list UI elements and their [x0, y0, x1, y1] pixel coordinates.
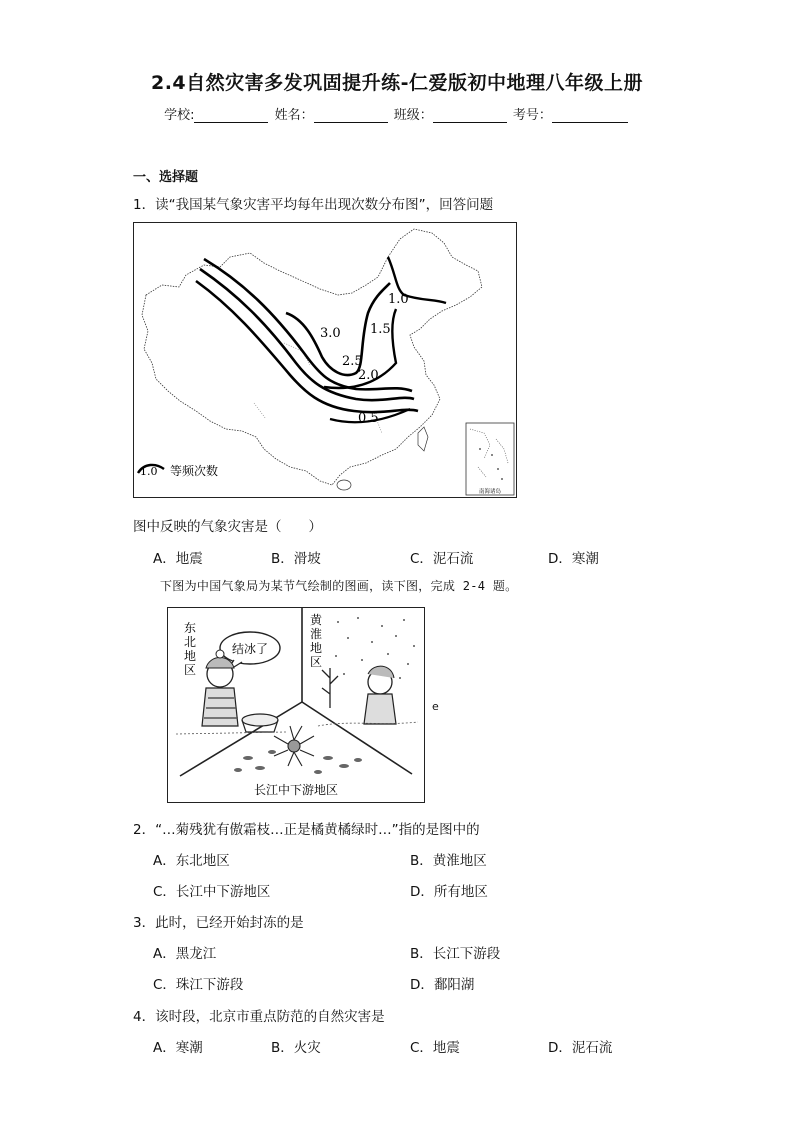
- q1-option-c[interactable]: C．泥石流: [410, 551, 474, 567]
- q4-option-a[interactable]: A．寒潮: [153, 1040, 203, 1056]
- id-label: 考号：: [512, 108, 552, 123]
- page-title: 2.4自然灾害多发巩固提升练-仁爱版初中地理八年级上册: [150, 72, 644, 94]
- q1-stem: 1．读“我国某气象灾害平均每年出现次数分布图”，回答问题: [133, 197, 494, 213]
- q2-option-a[interactable]: A．东北地区: [153, 853, 230, 869]
- q2-stem: 2．“…菊残犹有傲霜枝…正是橘黄橘绿时…”指的是图中的: [133, 822, 480, 838]
- q1-option-a[interactable]: A．地震: [153, 551, 203, 567]
- q4-option-d[interactable]: D．泥石流: [548, 1040, 613, 1056]
- inset-label: 南海诸岛: [478, 489, 502, 495]
- fallen-leaves-icon: [234, 750, 362, 774]
- q3-option-a[interactable]: A．黑龙江: [153, 946, 217, 962]
- q1-option-d[interactable]: D．寒潮: [548, 551, 599, 567]
- q3-option-b[interactable]: B．长江下游段: [410, 946, 501, 962]
- q4-option-c[interactable]: C．地震: [410, 1040, 460, 1056]
- q4-stem: 4．该时段，北京市重点防范的自然灾害是: [133, 1009, 385, 1025]
- contour-label: 1.5: [370, 322, 391, 337]
- contour-line: [196, 281, 418, 412]
- cold-wave-frequency-map: [133, 222, 517, 498]
- intro-note: 下图为中国气象局为某节气绘制的图画，读下图，完成 2-4 题。: [160, 579, 518, 593]
- speech-text: 结冰了: [231, 642, 269, 656]
- solar-term-cartoon: [167, 607, 425, 803]
- south-china-sea-inset: [466, 423, 514, 495]
- child-body-icon: [202, 688, 238, 726]
- name-label: 姓名：: [274, 108, 314, 123]
- q4-option-b[interactable]: B．火灾: [271, 1040, 321, 1056]
- contour-label: 2.0: [358, 368, 379, 383]
- cartoon-svg: [168, 608, 424, 802]
- contour-label: 0.5: [358, 411, 379, 426]
- q2-option-d[interactable]: D．所有地区: [410, 884, 488, 900]
- region-label-char: 地: [184, 649, 197, 663]
- student-info-line: [0, 104, 794, 123]
- legend-value: 1.0: [140, 465, 158, 478]
- region-label-char: 淮: [310, 627, 323, 641]
- taiwan-outline: [418, 427, 428, 451]
- q1-question: 图中反映的气象灾害是（ ）: [133, 519, 322, 535]
- name-blank[interactable]: [314, 108, 388, 123]
- region-label-char: 区: [310, 655, 323, 669]
- q2-option-b[interactable]: B．黄淮地区: [410, 853, 487, 869]
- china-outline: [142, 229, 482, 485]
- class-blank[interactable]: [433, 108, 507, 123]
- stray-mark: e: [432, 700, 439, 713]
- contour-label: 2.5: [342, 354, 363, 369]
- school-label: 学校:: [164, 108, 195, 123]
- sapling-icon: [322, 668, 338, 708]
- school-blank[interactable]: [194, 108, 268, 123]
- q3-stem: 3．此时，已经开始封冻的是: [133, 915, 304, 931]
- q3-option-d[interactable]: D．鄱阳湖: [410, 977, 475, 993]
- region-label-char: 地: [310, 641, 323, 655]
- contour-label: 3.0: [320, 326, 341, 341]
- region-label-char: 区: [184, 663, 197, 677]
- region-label-char: 北: [184, 635, 197, 649]
- child-body-icon: [364, 694, 396, 724]
- legend-label: 等频次数: [170, 464, 219, 478]
- frozen-basin-icon: [242, 714, 278, 726]
- id-blank[interactable]: [552, 108, 628, 123]
- hainan-outline: [337, 480, 351, 490]
- region-label-yangtze: 长江中下游地区: [253, 783, 339, 797]
- q1-option-b[interactable]: B．滑坡: [271, 551, 321, 567]
- class-label: 班级：: [393, 108, 433, 123]
- q3-option-c[interactable]: C．珠江下游段: [153, 977, 244, 993]
- section-title: 一、选择题: [133, 170, 199, 185]
- q2-option-c[interactable]: C．长江中下游地区: [153, 884, 271, 900]
- region-label-char: 黄: [310, 613, 323, 627]
- contour-label: 1.0: [388, 292, 409, 307]
- region-label-char: 东: [184, 621, 197, 635]
- china-map-svg: [134, 223, 516, 497]
